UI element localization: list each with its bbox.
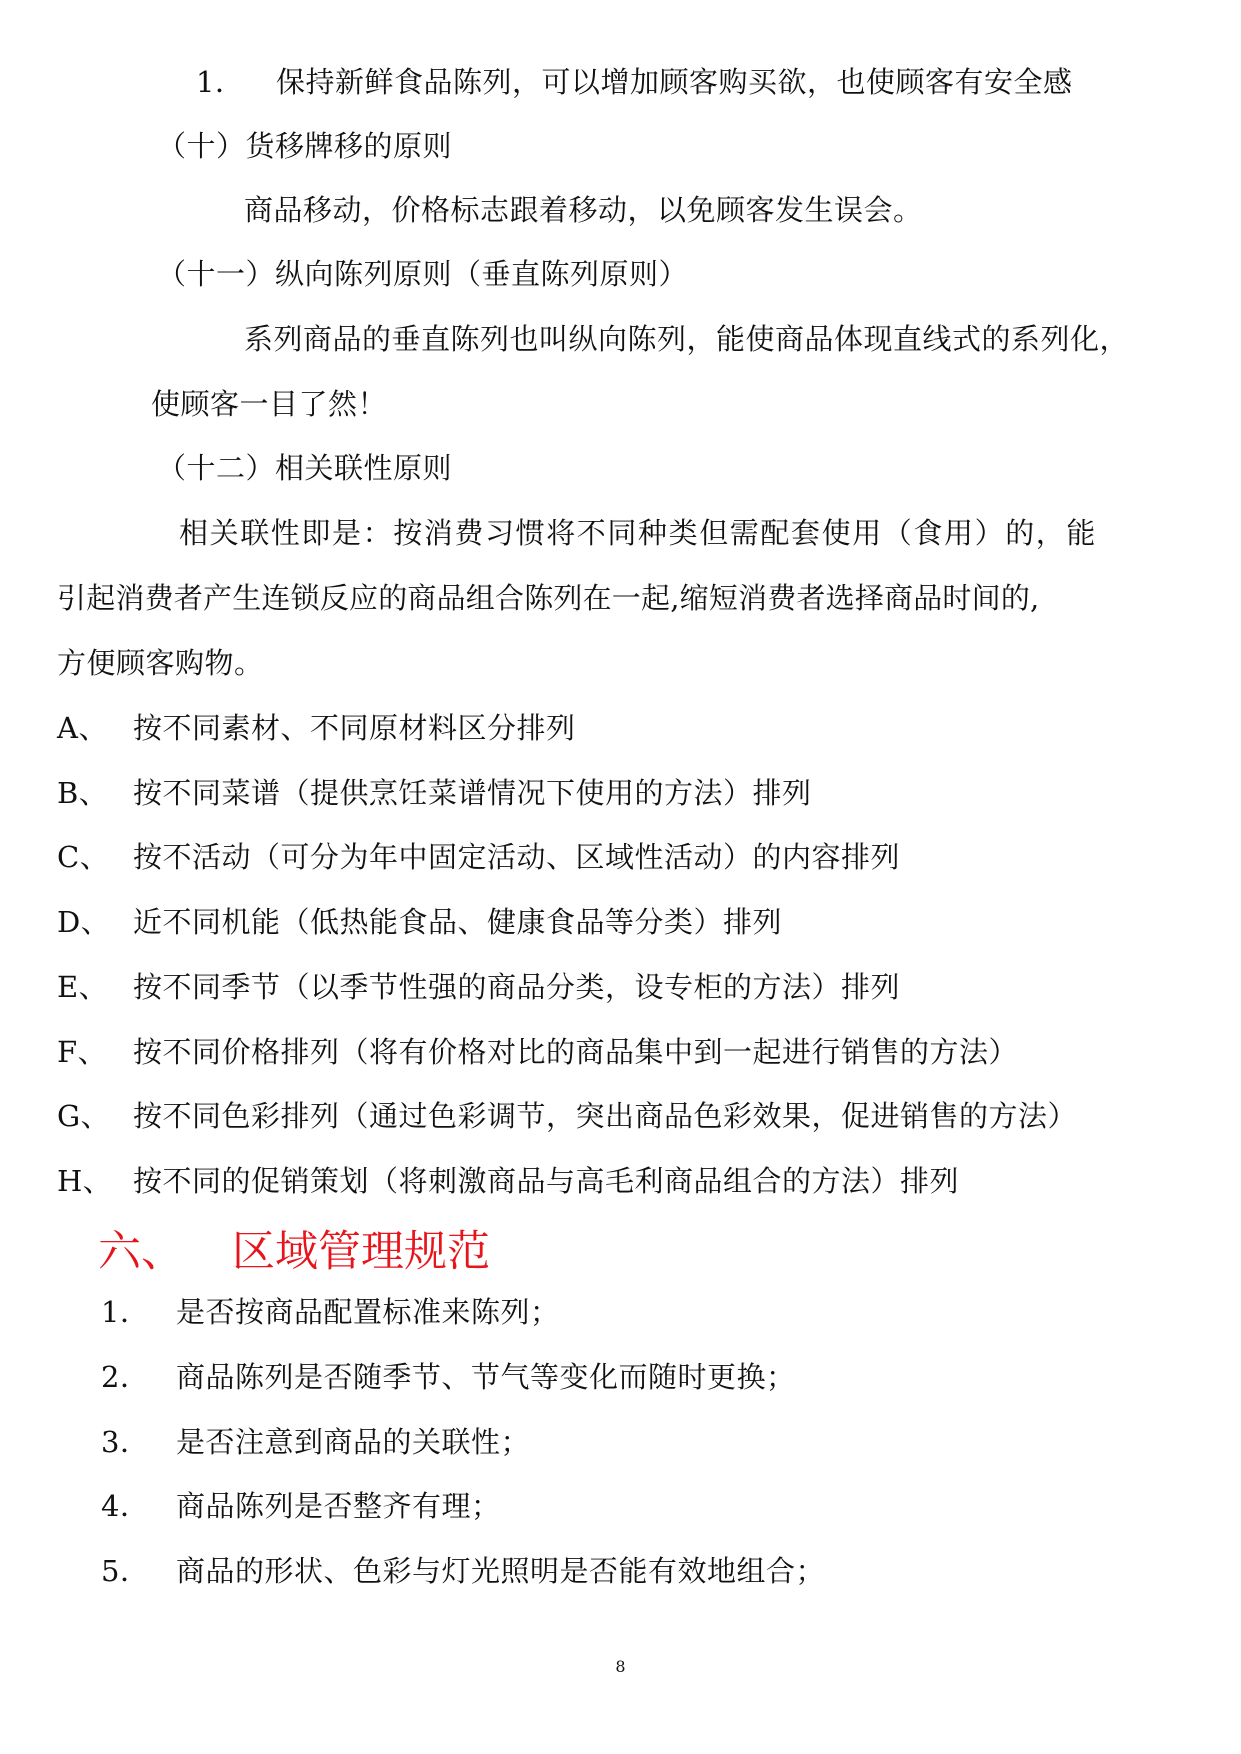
list-item-text: 按不同价格排列（将有价格对比的商品集中到一起进行销售的方法） — [133, 1035, 1019, 1069]
section-12-title: （十二）相关联性原则 — [157, 451, 453, 485]
list-item-label: C、 — [57, 840, 110, 874]
list-item-label: 5． — [101, 1554, 150, 1588]
list-item-text: 商品陈列是否整齐有理； — [176, 1489, 501, 1523]
top-item-text: 保持新鲜食品陈列，可以增加顾客购买欲，也使顾客有安全感 — [276, 65, 1073, 99]
list-item-text: 近不同机能（低热能食品、健康食品等分类）排列 — [133, 905, 783, 939]
top-item-number: 1． — [196, 65, 245, 99]
chapter-title: 区域管理规范 — [232, 1227, 490, 1277]
section-11-body-line-1: 系列商品的垂直陈列也叫纵向陈列，能使商品体现直线式的系列化， — [244, 322, 1130, 356]
list-item-text: 商品陈列是否随季节、节气等变化而随时更换； — [176, 1360, 796, 1394]
section-11-title: （十一）纵向陈列原则（垂直陈列原则） — [157, 257, 689, 291]
section-12-body-line-1: 相关联性即是：按消费习惯将不同种类但需配套使用（食用）的，能 — [179, 516, 1098, 550]
list-item-label: B、 — [57, 776, 109, 810]
list-item-text: 按不同季节（以季节性强的商品分类，设专柜的方法）排列 — [133, 970, 901, 1004]
top-list-item — [196, 62, 1073, 102]
list-item-label: 1． — [101, 1295, 150, 1329]
list-item-text: 商品的形状、色彩与灯光照明是否能有效地组合； — [176, 1554, 826, 1588]
list-item-label: F、 — [57, 1035, 108, 1069]
section-10-title: （十）货移牌移的原则 — [157, 129, 453, 163]
list-item-text: 按不活动（可分为年中固定活动、区域性活动）的内容排列 — [133, 840, 901, 874]
list-item-label: A、 — [57, 711, 108, 745]
section-12-body-line-3: 方便顾客购物。 — [57, 646, 264, 680]
list-item-text: 是否按商品配置标准来陈列； — [176, 1295, 560, 1329]
chapter-number: 六、 — [98, 1227, 184, 1277]
list-item — [57, 1032, 1018, 1072]
list-item — [101, 1486, 501, 1526]
list-item — [101, 1422, 530, 1462]
list-item-text: 是否注意到商品的关联性； — [176, 1425, 531, 1459]
list-item — [57, 1161, 959, 1201]
list-item-label: D、 — [57, 905, 111, 939]
list-item — [101, 1292, 560, 1332]
list-item — [57, 902, 782, 942]
page-number: 8 — [615, 1657, 626, 1676]
list-item — [101, 1357, 796, 1397]
list-item — [57, 708, 576, 748]
list-item — [101, 1551, 825, 1591]
list-item — [57, 1096, 1077, 1136]
list-item-label: H、 — [57, 1164, 113, 1198]
list-item — [57, 773, 812, 813]
list-item-text: 按不同色彩排列（通过色彩调节，突出商品色彩效果，促进销售的方法） — [133, 1099, 1078, 1133]
list-item-label: E、 — [57, 970, 109, 1004]
section-10-body: 商品移动，价格标志跟着移动，以免顾客发生误会。 — [244, 193, 923, 227]
list-item-text: 按不同素材、不同原材料区分排列 — [133, 711, 576, 745]
section-12-body-line-2: 引起消费者产生连锁反应的商品组合陈列在一起,缩短消费者选择商品时间的, — [57, 581, 1040, 615]
list-item-text: 按不同的促销策划（将刺激商品与高毛利商品组合的方法）排列 — [133, 1164, 960, 1198]
list-item-label: 4． — [101, 1489, 150, 1523]
chapter-heading — [98, 1224, 490, 1280]
list-item-label: G、 — [57, 1099, 111, 1133]
list-item — [57, 967, 900, 1007]
section-11-body-line-2: 使顾客一目了然！ — [151, 387, 388, 421]
list-item-label: 2． — [101, 1360, 150, 1394]
list-item — [57, 837, 900, 877]
list-item-text: 按不同菜谱（提供烹饪菜谱情况下使用的方法）排列 — [133, 776, 812, 810]
list-item-label: 3． — [101, 1425, 150, 1459]
